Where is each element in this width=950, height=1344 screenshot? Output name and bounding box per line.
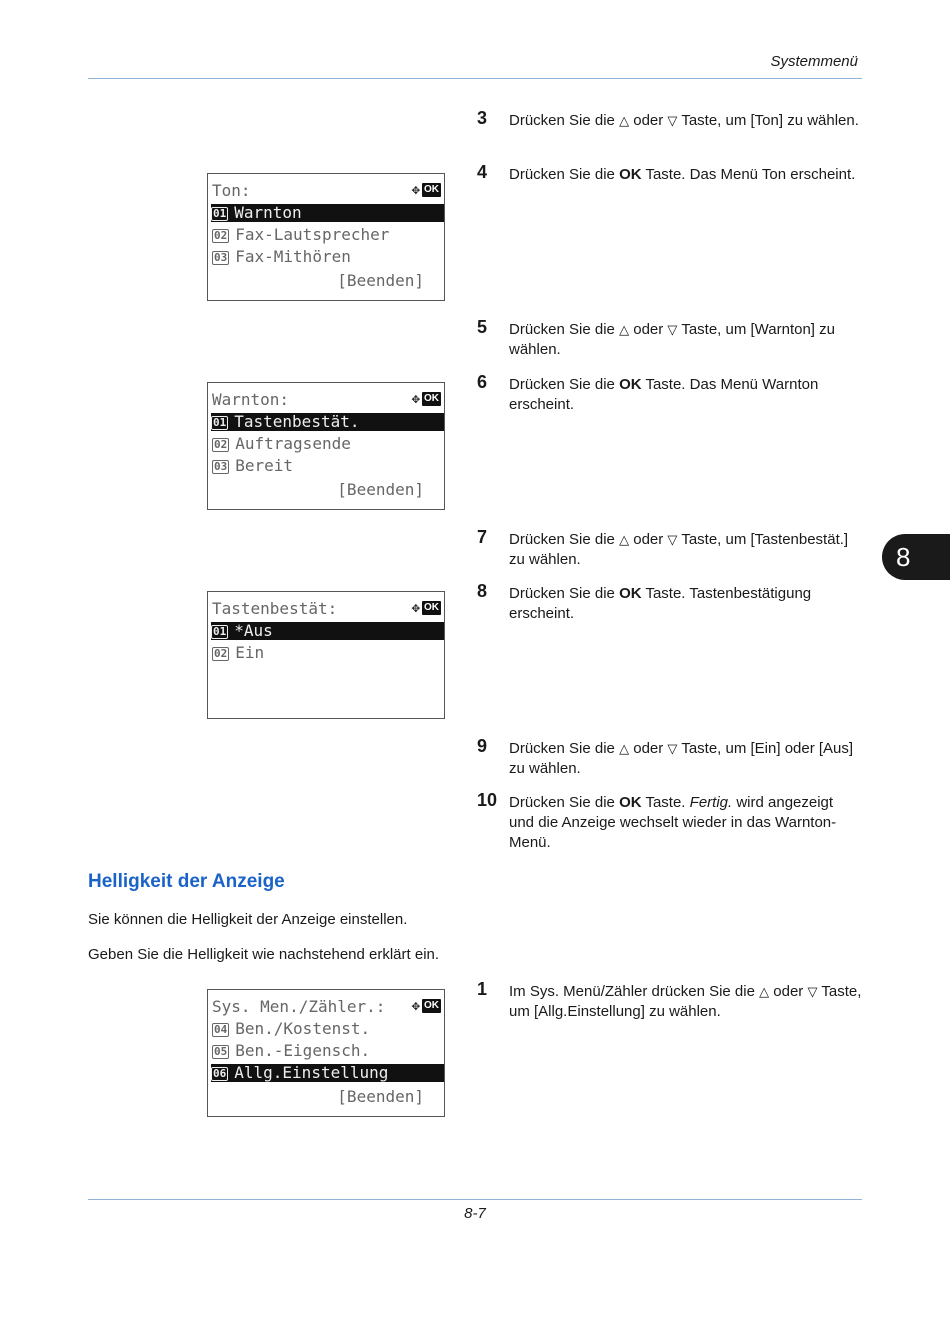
lcd-menu-item (211, 413, 444, 431)
step-3 (477, 108, 862, 131)
down-arrow-key-icon: ▽ (807, 984, 818, 999)
step-number: 5 (477, 317, 488, 337)
step-text-part: Taste. Das Menü Ton erscheint. (641, 166, 856, 183)
step-text-part: oder (629, 112, 668, 129)
step-text (509, 375, 862, 415)
step-text (509, 584, 862, 624)
item-number-badge: 01 (213, 416, 227, 429)
step-7 (477, 527, 862, 570)
lcd-menu-item (212, 226, 444, 244)
step-number: 9 (477, 736, 488, 756)
step-text-part: Taste. Tastenbestätigung erscheint. (509, 585, 812, 622)
step-text (509, 320, 862, 360)
footer-rule (88, 1199, 862, 1200)
item-number-badge: 01 (213, 625, 227, 638)
item-label: Tastenbestät. (234, 412, 360, 431)
lcd-nav-indicator (412, 600, 441, 616)
step-text (509, 111, 862, 131)
lcd-screen-sys-menu (207, 989, 445, 1117)
header-rule (88, 78, 862, 79)
navigation-arrows-icon: ✥ (411, 182, 420, 198)
step-text-part: Taste, um [Tastenbestät.] zu wählen. (509, 531, 849, 568)
lcd-nav-indicator (412, 998, 441, 1014)
lcd-screen-tastenbestaet (207, 591, 445, 719)
lcd-menu-item (212, 248, 444, 266)
item-number-badge: 02 (214, 647, 228, 660)
step-text-part: oder (629, 740, 668, 757)
ok-key-label: OK (619, 166, 642, 183)
item-number-badge: 03 (214, 460, 228, 473)
item-label: Ben.-Eigensch. (235, 1041, 371, 1060)
lcd-screen-warnton (207, 382, 445, 510)
lcd-title: Ton: (212, 181, 251, 200)
navigation-arrows-icon: ✥ (411, 998, 420, 1014)
step-text-part: Drücken Sie die (509, 112, 620, 129)
step-text-part: wird angezeigt und die Anzeige wechselt wieder in das Warnton-Menü. (509, 794, 837, 851)
item-number-badge: 02 (214, 438, 228, 451)
step-text-part: Taste, um [Ton] zu wählen. (677, 112, 859, 129)
step-text-part: Taste. (641, 794, 690, 811)
up-arrow-key-icon: △ (619, 741, 630, 756)
ok-key-icon: OK (424, 602, 439, 613)
navigation-arrows-icon: ✥ (411, 391, 420, 407)
ok-key-label: OK (619, 585, 642, 602)
item-number-badge: 03 (214, 251, 228, 264)
step-text-part: Taste, um [Allg.Einstellung] zu wählen. (509, 983, 862, 1020)
navigation-arrows-icon: ✥ (411, 600, 420, 616)
step-text-part: Drücken Sie die (509, 166, 620, 183)
step-text-part: oder (629, 531, 668, 548)
step-1 (477, 979, 862, 1022)
step-number: 10 (477, 790, 498, 810)
step-text-part: Taste, um [Warnton] zu wählen. (509, 321, 835, 358)
step-5 (477, 317, 862, 360)
lcd-title: Tastenbestät: (212, 599, 338, 618)
step-text-part: oder (629, 321, 668, 338)
section-title: Helligkeit der Anzeige (88, 871, 285, 892)
lcd-end-option: [Beenden] (337, 1087, 424, 1106)
lcd-nav-indicator (412, 391, 441, 407)
ok-key-icon: OK (424, 184, 439, 195)
step-text-part: oder (769, 983, 808, 1000)
step-8 (477, 581, 862, 624)
item-label: Fax-Mithören (235, 247, 351, 266)
lcd-title: Warnton: (212, 390, 290, 409)
lcd-end-option: [Beenden] (337, 480, 424, 499)
step-number: 7 (477, 527, 488, 547)
up-arrow-key-icon: △ (619, 113, 630, 128)
down-arrow-key-icon: ▽ (667, 322, 678, 337)
step-4 (477, 162, 862, 185)
step-text-part: Im Sys. Menü/Zähler drücken Sie die (509, 983, 760, 1000)
item-label: Ein (235, 643, 265, 662)
step-text-part: Drücken Sie die (509, 531, 620, 548)
up-arrow-key-icon: △ (759, 984, 770, 999)
item-number-badge: 05 (214, 1045, 228, 1058)
page-number: 8-7 (464, 1205, 486, 1222)
lcd-screen-ton (207, 173, 445, 301)
section-paragraph-1: Sie können die Helligkeit der Anzeige einstellen. (88, 911, 408, 928)
ok-key-icon: OK (424, 393, 439, 404)
step-text-part: Taste, um [Ein] oder [Aus] zu wählen. (509, 740, 854, 777)
lcd-menu-item (212, 1042, 444, 1060)
down-arrow-key-icon: ▽ (667, 741, 678, 756)
step-text-part: Drücken Sie die (509, 376, 620, 393)
lcd-menu-item (212, 1020, 444, 1038)
step-number: 6 (477, 372, 488, 392)
step-text (509, 739, 862, 779)
item-number-badge: 02 (214, 229, 228, 242)
item-number-badge: 06 (213, 1067, 227, 1080)
down-arrow-key-icon: ▽ (667, 113, 678, 128)
step-text-part: Drücken Sie die (509, 321, 620, 338)
lcd-menu-item (211, 622, 444, 640)
item-label: Ben./Kostenst. (235, 1019, 371, 1038)
step-number: 4 (477, 162, 488, 182)
step-number: 1 (477, 979, 488, 999)
ok-key-label: OK (619, 376, 642, 393)
lcd-end-option: [Beenden] (337, 271, 424, 290)
step-text (509, 530, 862, 570)
down-arrow-key-icon: ▽ (667, 532, 678, 547)
step-text-part: Drücken Sie die (509, 585, 620, 602)
item-label: Auftragsende (235, 434, 351, 453)
step-9 (477, 736, 862, 779)
step-text-part: Taste. Das Menü Warnton erscheint. (509, 376, 819, 413)
lcd-menu-item (212, 644, 444, 662)
item-label: Warnton (234, 203, 302, 222)
item-label: Fax-Lautsprecher (235, 225, 390, 244)
step-text-part: Drücken Sie die (509, 740, 620, 757)
item-label: Allg.Einstellung (234, 1063, 389, 1082)
item-number-badge: 01 (213, 207, 227, 220)
status-message: Fertig. (689, 794, 733, 811)
step-number: 3 (477, 108, 488, 128)
lcd-menu-item (211, 204, 444, 222)
header-title: Systemmenü (770, 53, 858, 70)
up-arrow-key-icon: △ (619, 322, 630, 337)
lcd-menu-item (212, 435, 444, 453)
ok-key-icon: OK (424, 1000, 439, 1011)
step-number: 8 (477, 581, 488, 601)
lcd-nav-indicator (412, 182, 441, 198)
step-text-part: Drücken Sie die (509, 794, 620, 811)
step-6 (477, 372, 862, 415)
lcd-title: Sys. Men./Zähler.: (212, 997, 386, 1016)
section-paragraph-2: Geben Sie die Helligkeit wie nachstehend erklärt ein. (88, 946, 440, 963)
lcd-menu-item (211, 1064, 444, 1082)
step-text (509, 165, 862, 185)
up-arrow-key-icon: △ (619, 532, 630, 547)
item-label: Bereit (235, 456, 294, 475)
lcd-menu-item (212, 457, 444, 475)
ok-key-label: OK (619, 794, 642, 811)
step-10 (477, 790, 862, 853)
item-number-badge: 04 (214, 1023, 228, 1036)
chapter-tab: 8 (882, 534, 950, 580)
step-text (509, 793, 862, 853)
step-text (509, 982, 862, 1022)
item-label: *Aus (234, 621, 273, 640)
